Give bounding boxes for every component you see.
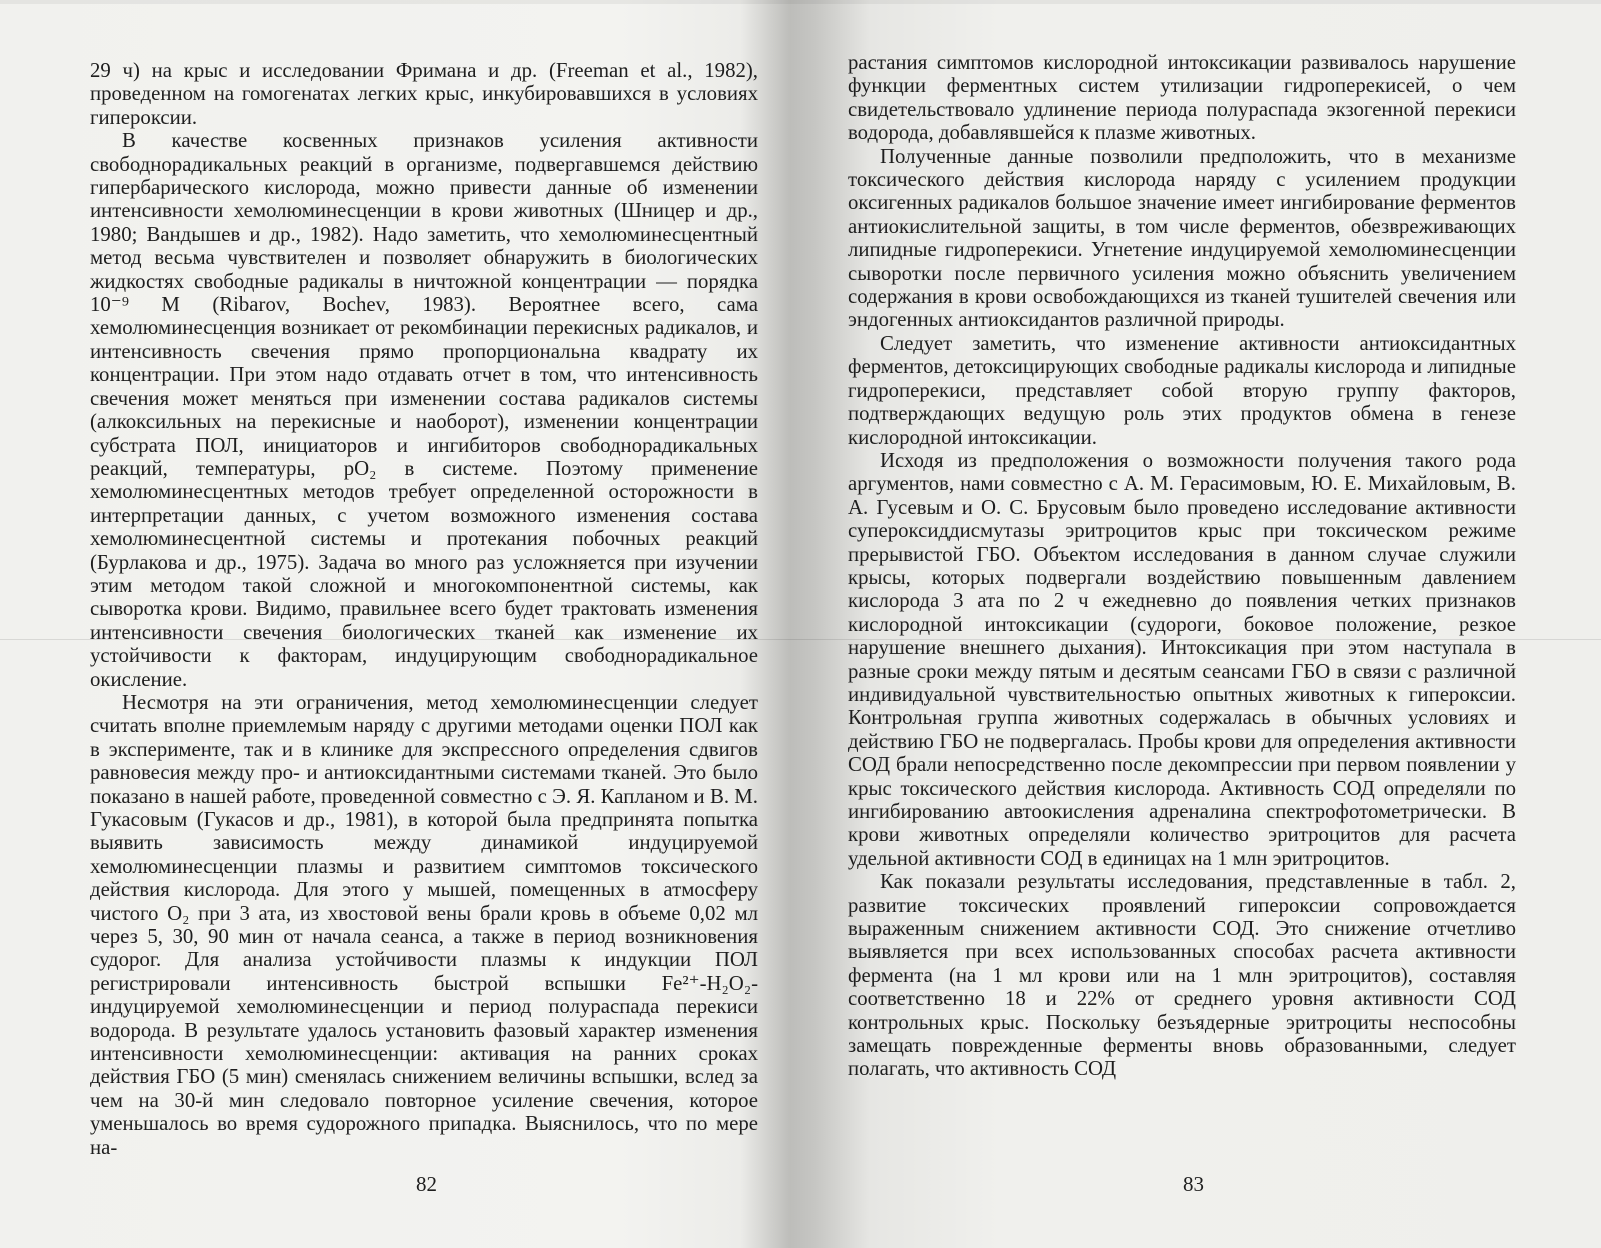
right-paragraph-4: Исходя из предположения о возможности получения такого рода аргументов, нами совместно с А. М. Герасимовым, Ю. Е. Михайловым, В. А. Гусевым и О. С. Брусовым было проведено исследование активности супероксиддисмутазы эритроцитов крыс при токсическом режиме прерывистой ГБО. Объектом исследования в данном случае служили крысы, которых подвергали воздействию повышенным давлением кислорода 3 ата по 2 ч ежедневно до появления четких признаков кислородной интоксикации (судороги, боковое положение, резкое нарушение внешнего дыхания). Интоксикация при этом наступала в разные сроки между пятым и десятым сеансами ГБО в связи с различной индивидуальной чувствительностью опытных животных к гипероксии. Контрольная группа животных содержалась в обычных условиях и действию ГБО не подвергалась. Пробы крови для определения активности СОД брали непосредственно после декомпрессии при первом появлении у крыс токсического действия кислорода. Активность СОД определяли по ингибированию автоокисления адреналина спектрофотометрически. В крови животных определяли количество эритроцитов для расчета удельной активности СОД в единицах на 1 млн эритроцитов. bbox=[848, 448, 1516, 870]
right-paragraph-1: растания симптомов кислородной интоксикации развивалось нарушение функции ферментных систем утилизации гидроперекисей, о чем свидетельствовало удлинение периода полураспада экзогенной перекиси водорода, добавлявшейся к плазме животных. bbox=[848, 51, 1516, 145]
left-paragraph-3: Несмотря на эти ограничения, метод хемолюминесценции следует считать вполне приемлемым наряду с другими методами оценки ПОЛ как в эксперименте, так и в клинике для экспрессного определения сдвигов равновесия между про- и антиоксидантными системами тканей. Это было показано в нашей работе, проведенной совместно с Э. Я. Капланом и В. М. Гукасовым (Гукасов и др., 1981), в которой была предпринята попытка выявить зависимость между динамикой индуцируемой хемолюминесценции плазмы и развитием симптомов токсического действия кислорода. Для этого у мышей, помещенных в атмосферу чистого O₂ при 3 ата, из хвостовой вены брали кровь в объеме 0,02 мл через 5, 30, 90 мин от начала сеанса, а также в период возникновения судорог. Для анализа устойчивости плазмы к индукции ПОЛ регистрировали интенсивность быстрой вспышки Fe²⁺-H₂O₂-индуцируемой хемолюминесценции и период полураспада перекиси водорода. В результате удалось установить фазовый характер изменения интенсивности хемолюминесценции: активация на ранних сроках действия ГБО (5 мин) сменялась снижением величины вспышки, вслед за чем на 30-й мин следовало повторное усиление свечения, которое уменьшалось во время судорожного припадка. Выяснилось, что по мере на- bbox=[90, 690, 758, 1159]
right-paragraph-5: Как показали результаты исследования, представленные в табл. 2, развитие токсических проявлений гипероксии сопровождается выраженным снижением активности СОД. Это снижение отчетливо выявляется при всех использованных способах расчета активности фермента (на 1 мл крови или на 1 млн эритроцитов), составляя соответственно 18 и 22% от среднего уровня активности СОД контрольных крыс. Поскольку безъядерные эритроциты неспособны замещать поврежденные ферменты вновь образованными, следует полагать, что активность СОД bbox=[848, 870, 1516, 1081]
right-page-text bbox=[848, 51, 1516, 1081]
left-paragraph-2: В качестве косвенных признаков усиления активности свободнорадикальных реакций в организме, подвергавшемся действию гипербарического кислорода, можно привести данные об изменении интенсивности хемолюминесценции в крови животных (Шницер и др., 1980; Вандышев и др., 1982). Надо заметить, что хемолюминесцентный метод весьма чувствителен и позволяет обнаружить в биологических жидкостях свободные радикалы в ничтожной концентрации — порядка 10⁻⁹ М (Ribarov, Bochev, 1983). Вероятнее всего, сама хемолюминесценция возникает от рекомбинации перекисных радикалов, и интенсивность свечения прямо пропорциональна квадрату их концентрации. При этом надо отдавать отчет в том, что интенсивность свечения может меняться при изменении состава радикалов системы (алкоксильных на перекисные и наоборот), изменении концентрации субстрата ПОЛ, инициаторов и ингибиторов свободнорадикальных реакций, температуры, pO₂ в системе. Поэтому применение хемолюминесцентных методов требует определенной осторожности в интерпретации данных, с учетом возможного изменения состава хемолюминесцентной системы и протекания побочных реакций (Бурлакова и др., 1975). Задача во много раз усложняется при изучении этим методом такой сложной и многокомпонентной системы, как сыворотка крови. Видимо, правильнее всего будет трактовать изменения интенсивности свечения биологических тканей как изменение их устойчивости к факторам, индуцирующим свободнорадикальное окисление. bbox=[90, 129, 758, 691]
page-edge bbox=[0, 0, 1601, 4]
right-paragraph-2: Полученные данные позволили предположить, что в механизме токсического действия кислорода наряду с усилением продукции оксигенных радикалов большое значение имеет ингибирование ферментов антиокислительной защиты, в том числе ферментов, обезвреживающих липидные гидроперекиси. Угнетение индуцируемой хемолюминесценции сыворотки после первичного усиления можно объяснить увеличением содержания в крови освобождающихся из тканей тушителей свечения или эндогенных антиоксидантов различной природы. bbox=[848, 144, 1516, 332]
left-paragraph-1: 29 ч) на крыс и исследовании Фримана и др. (Freeman et al., 1982), проведенном на гомогенатах легких крыс, инкубировавшихся в условиях гипероксии. bbox=[90, 59, 758, 129]
right-paragraph-3: Следует заметить, что изменение активности антиоксидантных ферментов, детоксицирующих свободные радикалы кислорода и липидные гидроперекиси, представляет собой вторую группу факторов, подтверждающих ведущую роль этих продуктов обмена в генезе кислородной интоксикации. bbox=[848, 331, 1516, 449]
left-page-number: 82 bbox=[416, 1172, 437, 1196]
left-page-text bbox=[90, 59, 758, 1159]
right-page-number: 83 bbox=[1183, 1172, 1204, 1196]
